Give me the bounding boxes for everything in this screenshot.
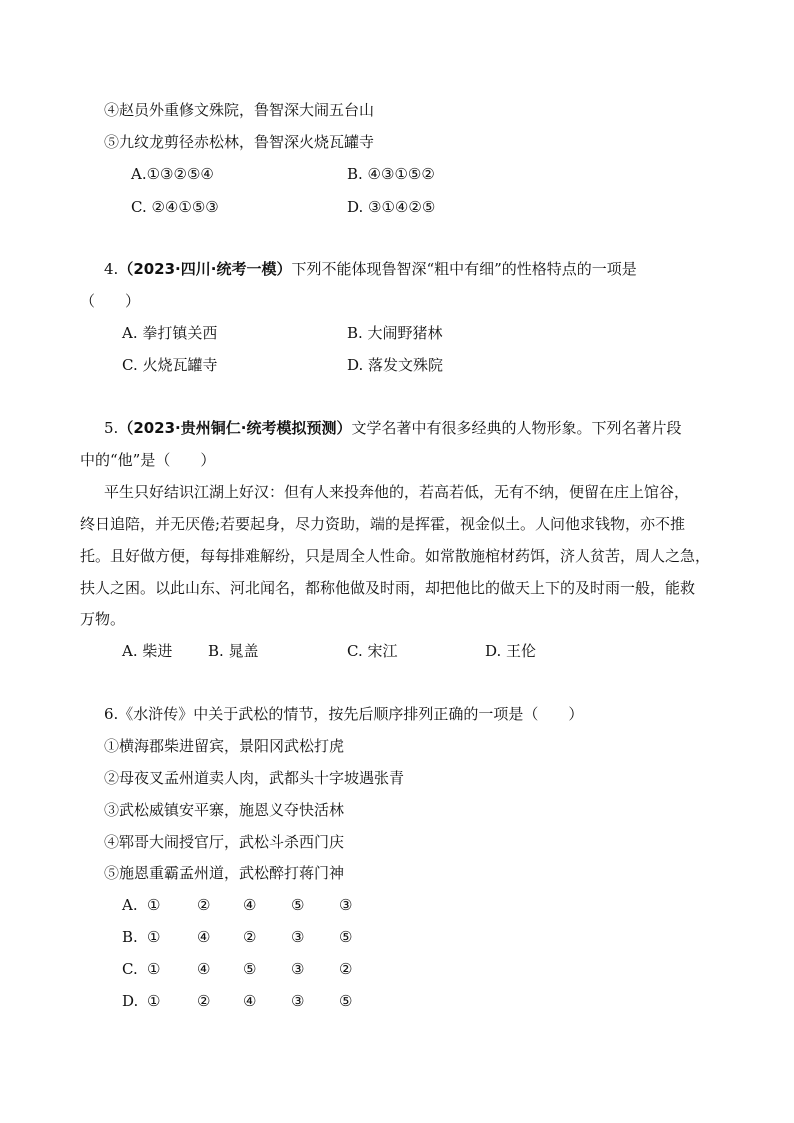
q4-number: 4. [104, 260, 119, 278]
q6-item-3: ③武松威镇安平寨，施恩义夺快活林 [104, 801, 345, 819]
q6-option-label: A. [122, 896, 138, 914]
q6-option-d [122, 991, 353, 1011]
q6-option-step: ⑤ [339, 928, 353, 946]
q5-passage-line-4: 扶人之困。以此山东、河北闻名，都称他做及时雨，却把他比的做天上下的及时雨一般，能救 [80, 579, 696, 597]
q4-option-b: B. 大闹野猪林 [347, 324, 443, 342]
q6-item-1: ①横海郡柴进留宾，景阳冈武松打虎 [104, 737, 345, 755]
q6-option-step: ③ [291, 960, 305, 978]
q6-option-step: ③ [291, 992, 305, 1010]
q3-option-b: B. ④③①⑤② [347, 165, 435, 183]
q3-option-c: C. ②④①⑤③ [131, 198, 219, 216]
q6-option-step: ⑤ [243, 960, 257, 978]
q5-passage-line-1: 平生只好结识江湖上好汉：但有人来投奔他的，若高若低，无有不纳，便留在庄上馆谷， [104, 483, 690, 501]
q6-option-step: ① [147, 960, 161, 978]
q6-option-step: ⑤ [291, 896, 305, 914]
q6-option-step: ④ [243, 896, 257, 914]
q6-option-b [122, 927, 353, 947]
q5-source: （2023·贵州铜仁·统考模拟预测） [118, 419, 352, 437]
q4-question [104, 259, 637, 279]
q4-source: （2023·四川·统考一模） [118, 260, 292, 278]
q3-item-4: ④赵员外重修文殊院，鲁智深大闹五台山 [104, 101, 375, 119]
q6-item-4: ④郓哥大闹授官厅，武松斗杀西门庆 [104, 833, 345, 851]
q6-option-step: ② [339, 960, 353, 978]
q5-number: 5. [104, 419, 119, 437]
q3-item-5: ⑤九纹龙剪径赤松林，鲁智深火烧瓦罐寺 [104, 133, 375, 151]
q5-option-c: C. 宋江 [347, 642, 398, 660]
q4-answer-blank: （ ） [80, 292, 141, 310]
q6-option-step: ② [197, 992, 211, 1010]
q6-option-a [122, 895, 353, 915]
q5-stem-continued: 中的“他”是（ ） [80, 451, 216, 469]
q5-option-d: D. 王伦 [485, 642, 537, 660]
q6-question: 6.《水浒传》中关于武松的情节，按先后顺序排列正确的一项是（ ） [104, 705, 584, 723]
q6-option-step: ⑤ [339, 992, 353, 1010]
q4-option-c: C. 火烧瓦罐寺 [122, 356, 218, 374]
q6-option-step: ④ [197, 928, 211, 946]
q6-option-step: ② [197, 896, 211, 914]
q6-option-label: D. [122, 992, 139, 1010]
q5-question [104, 418, 681, 438]
q3-option-a: A.①③②⑤④ [131, 165, 214, 183]
q6-option-step: ① [147, 992, 161, 1010]
q6-option-step: ④ [243, 992, 257, 1010]
q6-item-5: ⑤施恩重霸孟州道，武松醉打蒋门神 [104, 864, 345, 882]
q6-option-step: ① [147, 928, 161, 946]
q6-option-step: ③ [291, 928, 305, 946]
q5-passage-line-2: 终日追陪，并无厌倦;若要起身，尽力资助，端的是挥霍，视金似土。人问他求钱物，亦不推 [80, 515, 686, 533]
q6-option-c [122, 959, 353, 979]
q4-option-d: D. 落发文殊院 [347, 356, 444, 374]
q5-option-b: B. 晁盖 [208, 642, 259, 660]
q4-stem: 下列不能体现鲁智深“粗中有细”的性格特点的一项是 [291, 260, 637, 278]
q6-option-label: B. [122, 928, 138, 946]
q4-option-a: A. 拳打镇关西 [122, 324, 218, 342]
q6-item-2: ②母夜叉孟州道卖人肉，武都头十字坡遇张青 [104, 769, 405, 787]
q6-option-step: ④ [197, 960, 211, 978]
q3-option-d: D. ③①④②⑤ [347, 198, 436, 216]
q5-passage-line-3: 托。且好做方便，每每排难解纷，只是周全人性命。如常散施棺材药饵，济人贫苦，周人之急， [80, 547, 711, 565]
q6-option-label: C. [122, 960, 138, 978]
q5-stem: 文学名著中有很多经典的人物形象。下列名著片段 [351, 419, 682, 437]
q6-option-step: ① [147, 896, 161, 914]
q6-option-step: ② [243, 928, 257, 946]
q5-passage-line-5: 万物。 [80, 610, 126, 628]
q5-option-a: A. 柴进 [122, 642, 173, 660]
q6-option-step: ③ [339, 896, 353, 914]
